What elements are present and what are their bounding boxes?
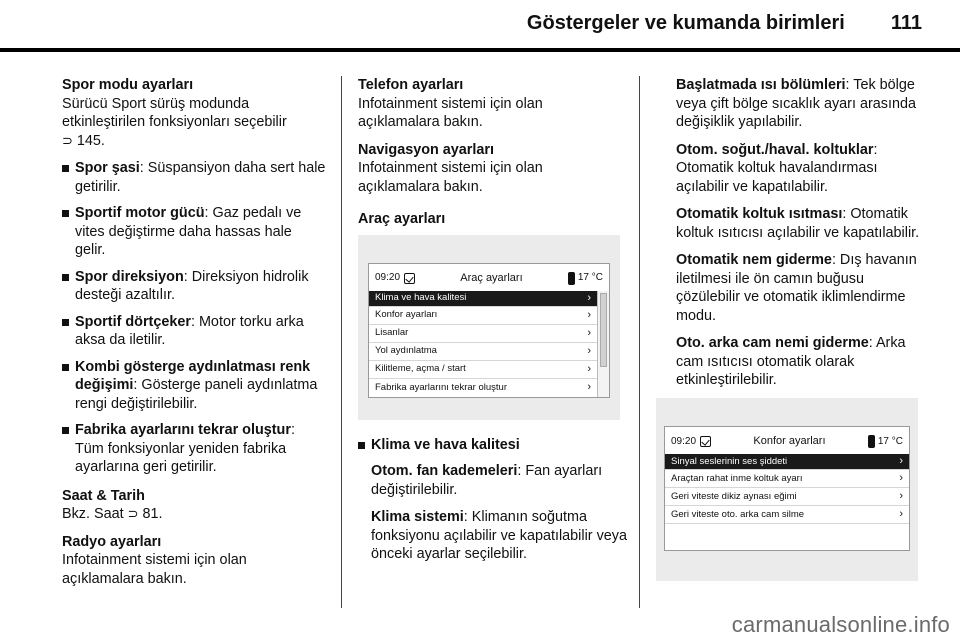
bullet-text: : Gösterge paneli aydınlatma rengi değiştirilebilir. xyxy=(75,377,318,412)
menu-item-label: Geri viteste oto. arka cam silme xyxy=(671,508,805,520)
chevron-right-icon: › xyxy=(587,381,591,393)
chevron-right-icon: › xyxy=(899,490,903,502)
menu-item[interactable] xyxy=(665,488,909,506)
screen-menu xyxy=(665,454,909,550)
list-item xyxy=(62,268,326,305)
list-item xyxy=(676,334,926,390)
menu-item[interactable] xyxy=(369,307,597,325)
menu-items xyxy=(665,454,909,550)
bullet-term: Kombi gösterge aydınlatması renk değişimi xyxy=(75,358,311,393)
menu-item[interactable] xyxy=(369,361,597,379)
nav-heading: Navigasyon ayarları xyxy=(358,141,494,158)
header-title: Göstergeler ve kumanda birimleri xyxy=(526,12,845,34)
time-text: Bkz. Saat xyxy=(62,506,124,522)
comfort-settings-screenshot xyxy=(656,398,918,581)
phone-text: Infotainment sistemi için olan açıklamalara bakın. xyxy=(358,95,543,130)
fan-item xyxy=(371,462,628,499)
sport-heading: Spor modu ayarları xyxy=(62,77,194,93)
menu-item[interactable] xyxy=(665,454,909,470)
radio-section xyxy=(62,533,326,589)
watermark: carmanualsonline.info xyxy=(731,612,950,637)
column-3 xyxy=(676,76,926,399)
fan-term: Otom. fan kademeleri xyxy=(371,463,518,479)
temp-value: 17 °C xyxy=(577,272,603,283)
sport-intro xyxy=(62,95,326,151)
chevron-right-icon: › xyxy=(899,508,903,520)
screen-status-bar xyxy=(369,264,609,291)
item-text: : Otomatik koltuk havalandırması açılabilir ve kapatılabilir. xyxy=(676,141,878,195)
screen-status-bar xyxy=(665,427,909,454)
page-ref-arrow-icon: ⊃ xyxy=(127,506,139,521)
chevron-right-icon: › xyxy=(587,291,591,304)
bullet-square-icon xyxy=(62,165,69,172)
list-item xyxy=(62,421,326,477)
bullet-text: : Tüm fonksiyonlar yeniden fabrika ayarlarına geri getirilir. xyxy=(75,422,295,475)
climate-term: Klima sistemi xyxy=(371,509,464,525)
menu-item[interactable] xyxy=(665,470,909,488)
menu-item-label: Fabrika ayarlarını tekrar oluştur xyxy=(375,381,507,393)
screen-display xyxy=(368,263,610,398)
chevron-right-icon: › xyxy=(587,344,591,357)
chevron-right-icon: › xyxy=(587,326,591,339)
menu-item[interactable] xyxy=(369,379,597,397)
list-item xyxy=(676,76,926,132)
page-header xyxy=(527,12,922,35)
menu-item[interactable] xyxy=(369,325,597,343)
bullet-text: : Gaz pedalı ve vites değiştirme daha hassas hale gelir. xyxy=(75,205,302,258)
list-item xyxy=(676,251,926,325)
screen-temperature xyxy=(868,435,903,448)
list-item xyxy=(62,358,326,414)
page-number: 111 xyxy=(890,12,922,34)
time-body xyxy=(62,505,326,524)
check-icon xyxy=(404,273,415,284)
menu-item-label: Kilitleme, açma / start xyxy=(375,363,466,375)
screen-time: 09:20 xyxy=(671,435,697,447)
screen-scrollbar[interactable] xyxy=(597,291,609,397)
fan-text: : Fan ayarları değiştirilebilir. xyxy=(371,463,603,498)
radio-text: Infotainment sistemi için olan açıklamalara bakın. xyxy=(62,552,247,587)
bullet-square-icon xyxy=(62,364,69,371)
menu-item[interactable] xyxy=(369,291,597,307)
menu-item[interactable] xyxy=(665,506,909,524)
bullet-square-icon xyxy=(62,210,69,217)
time-heading: Saat & Tarih xyxy=(62,487,145,504)
chevron-right-icon: › xyxy=(899,472,903,484)
bullet-square-icon xyxy=(62,274,69,281)
column-2 xyxy=(358,76,628,573)
menu-item-label: Konfor ayarları xyxy=(375,309,438,321)
climate-item xyxy=(371,508,628,564)
list-item xyxy=(62,159,326,196)
bullet-term: Fabrika ayarlarını tekrar oluştur xyxy=(75,422,291,438)
screen-time: 09:20 xyxy=(375,272,401,283)
nav-section xyxy=(358,141,628,197)
menu-item-label: Lisanlar xyxy=(375,327,409,339)
bullet-term: Spor şasi xyxy=(75,160,140,176)
menu-item[interactable] xyxy=(369,343,597,361)
column-1 xyxy=(62,76,326,597)
item-term: Otomatik koltuk ısıtması xyxy=(676,206,843,222)
item-term: Otomatik nem giderme xyxy=(676,252,832,268)
item-text: : Otomatik koltuk ısıtıcısı açılabilir ve kapatılabilir. xyxy=(676,206,920,241)
bullet-square-icon xyxy=(62,319,69,326)
item-term: Otom. soğut./haval. koltuklar xyxy=(676,141,874,158)
phone-section xyxy=(358,76,628,132)
thermometer-icon xyxy=(868,435,875,448)
menu-item-label: Geri viteste dikiz aynası eğimi xyxy=(671,490,797,502)
climate-text: : Klimanın soğutma fonksiyonu açılabilir ve kapatılabilir veya önceki ayarlar seçilebilir. xyxy=(371,509,627,562)
phone-heading: Telefon ayarları xyxy=(358,77,464,93)
menu-items xyxy=(369,291,597,397)
screen-temperature xyxy=(568,272,603,285)
menu-item-label: Araçtan rahat inme koltuk ayarı xyxy=(671,472,803,484)
radio-heading: Radyo ayarları xyxy=(62,533,162,550)
sport-intro-text: Sürücü Sport sürüş modunda etkinleştirilen fonksiyonları seçebilir xyxy=(62,95,287,130)
bullet-text: : Direksiyon hidrolik desteği azaltılır. xyxy=(75,268,309,303)
screen-title: Konfor ayarları xyxy=(753,435,826,447)
bullet-term: Sportif dörtçeker xyxy=(75,313,191,330)
temp-value: 17 °C xyxy=(877,435,903,447)
chevron-right-icon: › xyxy=(899,455,903,467)
screen-display xyxy=(664,426,910,551)
climate-details xyxy=(358,462,628,564)
menu-item-label: Klima ve hava kalitesi xyxy=(375,292,467,304)
vehicle-heading: Araç ayarları xyxy=(358,211,446,227)
bullet-term: Sportif motor gücü xyxy=(75,205,205,221)
item-text: : Arka cam ısıtıcısı otomatik olarak etkinleştirilebilir. xyxy=(676,335,906,388)
screen-frame xyxy=(656,398,918,581)
chevron-right-icon: › xyxy=(587,362,591,375)
list-item xyxy=(676,141,926,197)
sport-bullets xyxy=(62,159,326,477)
menu-item-label: Yol aydınlatma xyxy=(375,345,437,357)
page-ref-arrow-icon: ⊃ xyxy=(62,132,73,148)
column-divider-2 xyxy=(639,76,640,608)
bullet-square-icon xyxy=(358,442,365,449)
bullet-term: Klima ve hava kalitesi xyxy=(371,436,520,453)
bullet-term: Spor direksiyon xyxy=(75,268,184,285)
time-section xyxy=(62,487,326,524)
sport-section xyxy=(62,76,326,150)
sport-page-ref[interactable]: 145. xyxy=(76,132,105,149)
item-term: Oto. arka cam nemi giderme xyxy=(676,335,869,351)
vehicle-settings-screenshot xyxy=(358,235,620,420)
thermometer-icon xyxy=(568,272,575,285)
nav-text: Infotainment sistemi için olan açıklamalara bakın. xyxy=(358,160,543,195)
screen-menu xyxy=(369,291,609,397)
chevron-right-icon: › xyxy=(587,308,591,321)
screen-frame xyxy=(358,235,620,420)
list-item xyxy=(62,313,326,350)
menu-item-label: Sinyal seslerinin ses şiddeti xyxy=(671,455,788,467)
check-icon xyxy=(700,436,711,447)
item-text: : Tek bölge veya çift bölge sıcaklık ayarı arasında değişiklik yapılabilir. xyxy=(676,77,916,130)
screen-title: Araç ayarları xyxy=(460,271,523,284)
header-rule xyxy=(0,48,960,52)
column-divider-1 xyxy=(341,76,342,608)
time-page-ref[interactable]: 81. xyxy=(142,506,163,522)
list-item xyxy=(62,204,326,260)
bullet-square-icon xyxy=(62,427,69,434)
list-item xyxy=(676,205,926,242)
item-term: Başlatmada ısı bölümleri xyxy=(676,77,846,93)
scrollbar-thumb[interactable] xyxy=(600,293,607,367)
bullet-text: : Motor torku arka aksa da iletilir. xyxy=(75,313,304,348)
climate-bullet xyxy=(358,436,628,455)
bullet-text: : Süspansiyon daha sert hale getirilir. xyxy=(75,160,326,195)
item-text: : Dış havanın iletilmesi ile ön camın buğusu çözülebilir ve otomatik iklimlendirme modu. xyxy=(676,252,917,324)
menu-empty-space xyxy=(665,524,909,550)
